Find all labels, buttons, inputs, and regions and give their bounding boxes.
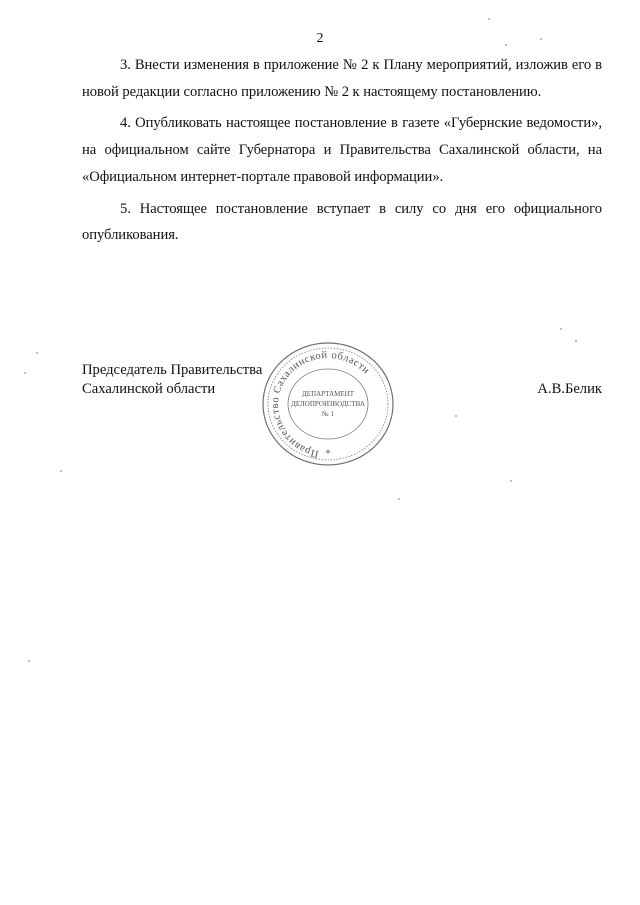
scan-speck: [575, 340, 577, 342]
scan-speck: [560, 328, 562, 330]
scan-speck: [455, 415, 457, 417]
scan-speck: [488, 18, 490, 20]
seal-inner-line1: ДЕПАРТАМЕНТ: [302, 390, 354, 398]
seal-ring-text: Правительство Сахалинской области: [270, 349, 372, 460]
scan-speck: [398, 498, 400, 500]
paragraph-5: 5. Настоящее постановление вступает в силу со дня его официального опубликования.: [82, 200, 602, 244]
page-number: 2: [316, 31, 324, 46]
seal-inner-line2: ДЕЛОПРОИЗВОДСТВА: [291, 400, 365, 408]
seal-star-icon: *: [325, 449, 331, 459]
scan-speck: [505, 44, 507, 46]
scan-speck: [510, 480, 512, 482]
signatory-title-line2: Сахалинской области: [82, 381, 216, 397]
scan-speck: [36, 352, 38, 354]
document-body: [82, 52, 602, 254]
paragraph-3: 3. Внести изменения в приложение № 2 к Плану мероприятий, изложив его в новой редакции согласно приложению № 2 к настоящему постановлению.: [82, 57, 602, 100]
signatory-name: А.В.Белик: [537, 381, 602, 397]
paragraph-4: 4. Опубликовать настоящее постановление в газете «Губернские ведомости», на официальном сайте Губернатора и Правительства Сахалинской области, на «Официальном интернет-портале правовой информации».: [82, 115, 602, 185]
scan-speck: [24, 372, 26, 374]
official-seal-stamp: [260, 340, 396, 468]
seal-inner-line3: № 1: [322, 410, 334, 418]
scan-speck: [60, 470, 62, 472]
scan-speck: [28, 660, 30, 662]
signatory-title-line1: Председатель Правительства: [82, 362, 263, 378]
scan-speck: [540, 38, 542, 40]
